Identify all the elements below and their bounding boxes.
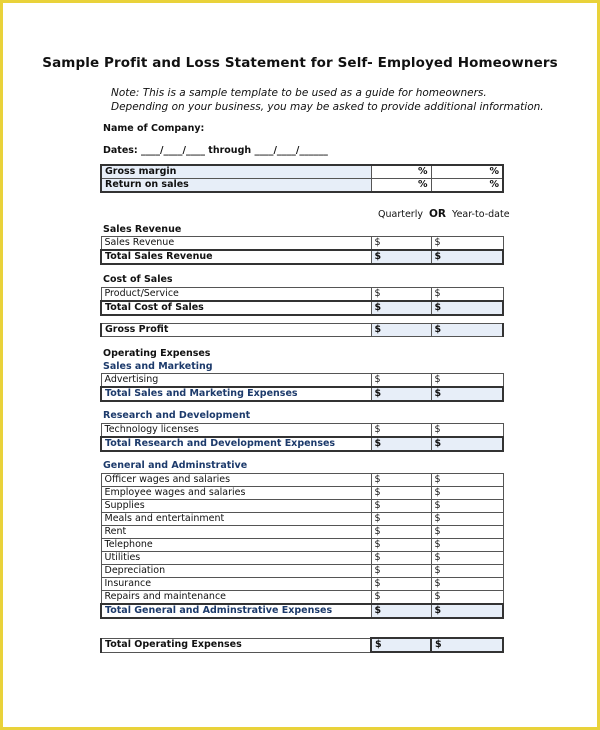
sales-marketing-heading: Sales and Marketing [103,361,213,372]
research-development-heading: Research and Development [103,410,251,421]
table-row [101,591,503,605]
row-label: Sales Revenue [101,237,371,251]
ytd-cell[interactable]: $ [431,387,503,401]
page-title: Sample Profit and Loss Statement for Self- Employed Homeowners [42,55,558,71]
total-row [101,250,503,264]
quarterly-cell[interactable]: % [371,165,431,179]
table-row [101,487,503,500]
table-row [101,474,503,487]
quarterly-cell[interactable]: $ [371,474,431,487]
quarterly-cell[interactable]: $ [371,387,431,401]
ytd-cell[interactable]: $ [431,539,503,552]
ytd-cell[interactable]: $ [431,513,503,526]
table-row [101,578,503,591]
row-label: Telephone [101,539,371,552]
cost-of-sales-heading: Cost of Sales [103,274,173,285]
gross-margin-row [101,165,503,179]
sales-marketing-table [100,373,504,402]
total-operating-expenses-row [101,638,503,652]
ytd-cell[interactable]: % [431,179,503,193]
quarterly-cell[interactable]: $ [371,565,431,578]
row-label: Repairs and maintenance [101,591,371,605]
table-row [101,237,503,251]
quarterly-cell[interactable]: $ [371,424,431,438]
return-on-sales-row [101,179,503,193]
quarterly-cell[interactable]: $ [371,591,431,605]
row-label: Insurance [101,578,371,591]
row-label: Product/Service [101,288,371,302]
gross-profit-row [101,324,503,337]
table-row [101,565,503,578]
period-header [378,208,510,220]
table-row [101,539,503,552]
company-name-label: Name of Company: [103,123,205,134]
quarterly-cell[interactable]: $ [371,638,431,652]
table-row [101,288,503,302]
row-label: Utilities [101,552,371,565]
ytd-cell[interactable]: $ [431,552,503,565]
row-label: Supplies [101,500,371,513]
general-admin-heading: General and Adminstrative [103,460,248,471]
sales-revenue-table [100,236,504,265]
document-page [3,3,597,727]
total-row [101,604,503,618]
quarterly-cell[interactable]: $ [371,578,431,591]
row-label: Meals and entertainment [101,513,371,526]
operating-expenses-heading: Operating Expenses [103,348,211,359]
quarterly-cell[interactable]: $ [371,301,431,315]
quarterly-cell[interactable]: $ [371,500,431,513]
ytd-cell[interactable]: $ [431,301,503,315]
ytd-cell[interactable]: $ [431,638,503,652]
row-label: Total Sales Revenue [101,250,371,264]
quarterly-cell[interactable]: $ [371,487,431,500]
quarterly-cell[interactable]: $ [371,513,431,526]
row-label: Gross margin [101,165,371,179]
ytd-cell[interactable]: $ [431,591,503,605]
row-label: Advertising [101,374,371,388]
quarterly-cell[interactable]: $ [371,552,431,565]
total-row [101,387,503,401]
table-row [101,374,503,388]
quarterly-cell[interactable]: $ [371,526,431,539]
ytd-cell[interactable]: $ [431,250,503,264]
quarterly-label: Quarterly [378,209,423,220]
research-development-table [100,423,504,452]
ytd-cell[interactable]: $ [431,288,503,302]
gross-profit-table [100,323,504,337]
ytd-cell[interactable]: $ [431,500,503,513]
row-label: Return on sales [101,179,371,193]
ytd-cell[interactable]: $ [431,487,503,500]
ytd-cell[interactable]: $ [431,565,503,578]
table-row [101,526,503,539]
total-operating-expenses-table [100,637,504,653]
total-row [101,437,503,451]
cost-of-sales-table [100,287,504,316]
row-label: Technology licenses [101,424,371,438]
row-label: Total Operating Expenses [101,638,371,652]
dates-label: Dates: ____/____/____ through ____/____/______ [103,145,328,156]
table-row [101,552,503,565]
quarterly-cell[interactable]: $ [371,250,431,264]
year-to-date-label: Year-to-date [452,209,510,220]
quarterly-cell[interactable]: $ [371,604,431,618]
quarterly-cell[interactable]: $ [371,437,431,451]
or-label: OR [429,208,447,220]
ytd-cell[interactable]: $ [431,437,503,451]
table-row [101,513,503,526]
table-row [101,500,503,513]
total-row [101,301,503,315]
row-label: Total General and Adminstrative Expenses [101,604,371,618]
quarterly-cell[interactable]: $ [371,237,431,251]
note-line-1: Note: This is a sample template to be used as a guide for homeowners. [111,87,487,99]
quarterly-cell[interactable]: $ [371,374,431,388]
row-label: Total Sales and Marketing Expenses [101,387,371,401]
ytd-cell[interactable]: $ [431,324,503,337]
row-label: Officer wages and salaries [101,474,371,487]
ytd-cell[interactable]: $ [431,474,503,487]
row-label: Employee wages and salaries [101,487,371,500]
general-admin-table [100,473,504,619]
template-note [111,86,544,114]
ytd-cell[interactable]: $ [431,526,503,539]
table-row [101,424,503,438]
ytd-cell[interactable]: $ [431,237,503,251]
ytd-cell[interactable]: $ [431,578,503,591]
row-label: Gross Profit [101,324,371,337]
note-line-2: Depending on your business, you may be asked to provide additional information. [111,101,544,113]
quarterly-cell[interactable]: $ [371,539,431,552]
row-label: Rent [101,526,371,539]
quarterly-cell[interactable]: $ [371,288,431,302]
ytd-cell[interactable]: $ [431,604,503,618]
quarterly-cell[interactable]: % [371,179,431,193]
quarterly-cell[interactable]: $ [371,324,431,337]
ytd-cell[interactable]: % [431,165,503,179]
row-label: Depreciation [101,565,371,578]
row-label: Total Research and Development Expenses [101,437,371,451]
margins-table [100,164,504,193]
ytd-cell[interactable]: $ [431,424,503,438]
ytd-cell[interactable]: $ [431,374,503,388]
row-label: Total Cost of Sales [101,301,371,315]
sales-revenue-heading: Sales Revenue [103,224,182,235]
